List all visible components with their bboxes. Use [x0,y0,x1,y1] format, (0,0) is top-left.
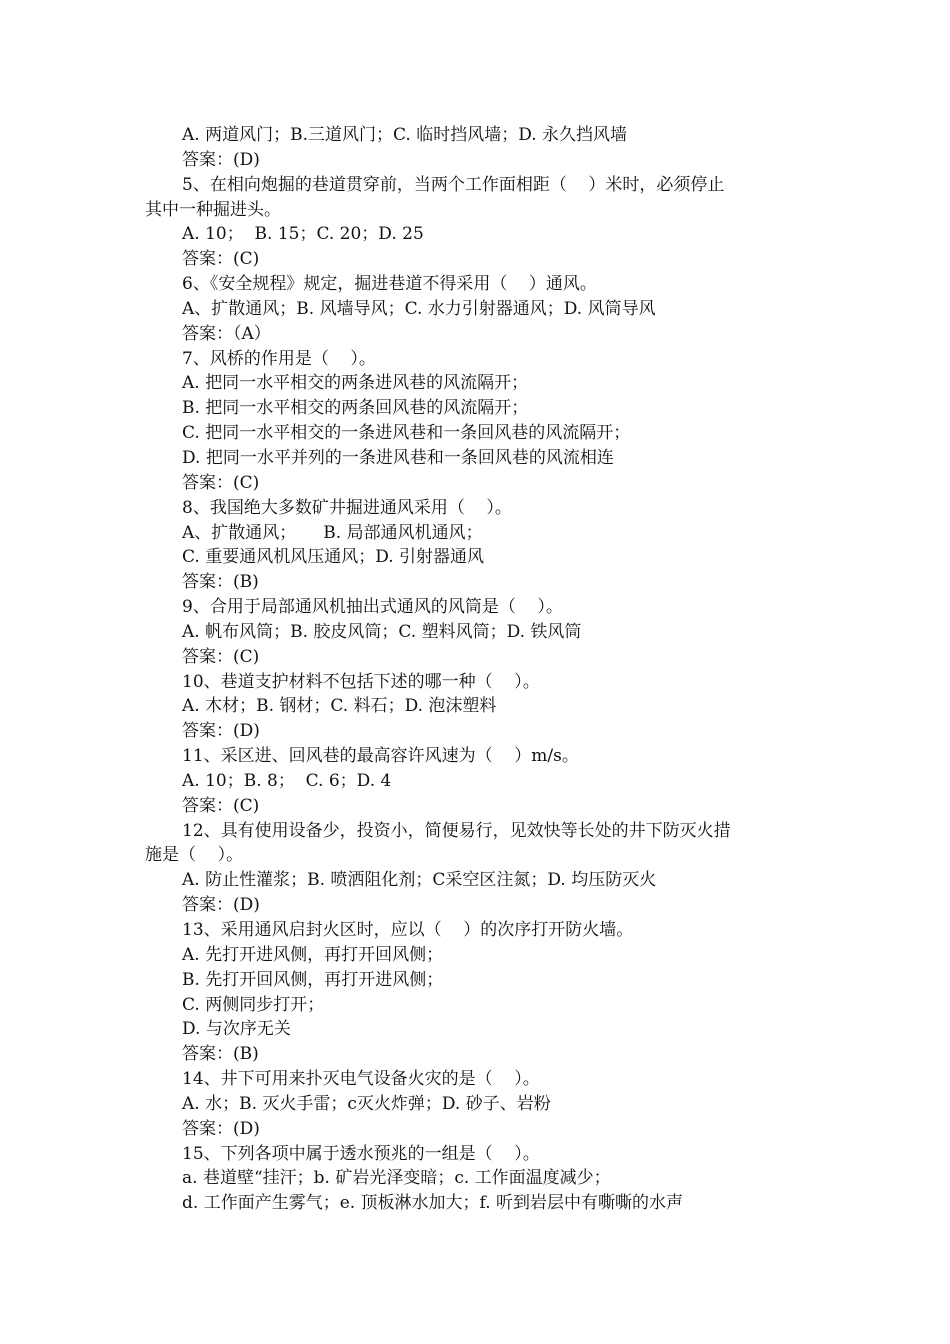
text-line: A. 木材；B. 钢材；C. 料石；D. 泡沫塑料 [182,696,497,717]
text-line: 答案：(D) [182,1118,260,1139]
text-line: 12、具有使用设备少，投资小，简便易行，见效快等长处的井下防灭火措 [182,820,731,841]
text-line: A. 10；B. 8； C. 6；D. 4 [182,770,392,791]
text-line: 5、在相向炮掘的巷道贯穿前，当两个工作面相距（ ）米时，必须停止 [182,174,725,195]
text-line: 答案：(B) [182,1044,259,1065]
text-line: 答案：(D) [182,721,260,742]
text-line: 11、采区进、回风巷的最高容许风速为（ ）m/s。 [182,746,579,767]
text-line: A. 防止性灌浆；B. 喷洒阻化剂；C采空区注氮；D. 均压防灭火 [182,870,657,891]
text-line: 答案：（A） [182,323,271,344]
text-line: C. 两侧同步打开； [182,994,325,1015]
text-line: A. 两道风门；B.三道风门；C. 临时挡风墙；D. 永久挡风墙 [182,125,628,145]
text-line: A. 10； B. 15；C. 20；D. 25 [182,224,424,245]
text-line: 答案：(C) [182,472,260,493]
text-line: 10、巷道支护材料不包括下述的哪一种（ ）。 [182,671,540,692]
text-line: 9、合用于局部通风机抽出式通风的风筒是（ ）。 [182,597,563,618]
text-line: B. 先打开回风侧，再打开进风侧； [182,969,444,990]
text-line: A. 先打开进风侧，再打开回风侧； [182,944,444,965]
text-line: 答案：(C) [182,249,260,270]
text-line: D. 把同一水平并列的一条进风巷和一条回风巷的风流相连 [182,447,614,468]
text-line: B. 把同一水平相交的两条回风巷的风流隔开； [182,398,529,419]
text-line: 答案：(D) [182,895,260,916]
text-line: A. 水；B. 灭火手雷；c灭火炸弹；D. 砂子、岩粉 [182,1093,551,1114]
text-line: d. 工作面产生雾气；e. 顶板淋水加大；f. 听到岩层中有嘶嘶的水声 [182,1193,684,1214]
text-line: 6、《安全规程》规定，掘进巷道不得采用（ ）通风。 [182,274,597,295]
text-line: 7、风桥的作用是（ ）。 [182,348,376,369]
text-line: C. 重要通风机风压通风；D. 引射器通风 [182,547,485,568]
text-line: C. 把同一水平相交的一条进风巷和一条回风巷的风流隔开； [182,423,631,444]
text-line: 答案：(C) [182,795,260,816]
text-line: 答案：(B) [182,572,259,593]
text-line: 13、采用通风启封火区时，应以（ ）的次序打开防火墙。 [182,920,634,940]
text-line: A、扩散通风； B. 局部通风机通风； [182,522,483,543]
text-line: 答案：(D) [182,149,260,170]
text-line: A. 把同一水平相交的两条进风巷的风流隔开； [182,373,529,394]
text-line: a. 巷道壁“挂汗；b. 矿岩光泽变暗；c. 工作面温度减少； [182,1168,611,1189]
text-line: 14、井下可用来扑灭电气设备火灾的是（ ）。 [182,1069,540,1090]
text-line: D. 与次序无关 [182,1019,291,1040]
text-line: 施是（ ）。 [145,845,244,866]
text-line: 答案：(C) [182,646,260,667]
text-line: 其中一种掘进头。 [145,199,281,220]
text-line: A. 帆布风筒；B. 胶皮风筒；C. 塑料风筒；D. 铁风筒 [182,621,582,642]
text-line: 8、我国绝大多数矿井掘进通风采用（ ）。 [182,497,512,518]
document-page [145,123,815,1216]
text-line: A、扩散通风；B. 风墙导风；C. 水力引射器通风；D. 风筒导风 [182,298,656,319]
text-line: 15、下列各项中属于透水预兆的一组是（ ）。 [182,1143,540,1164]
